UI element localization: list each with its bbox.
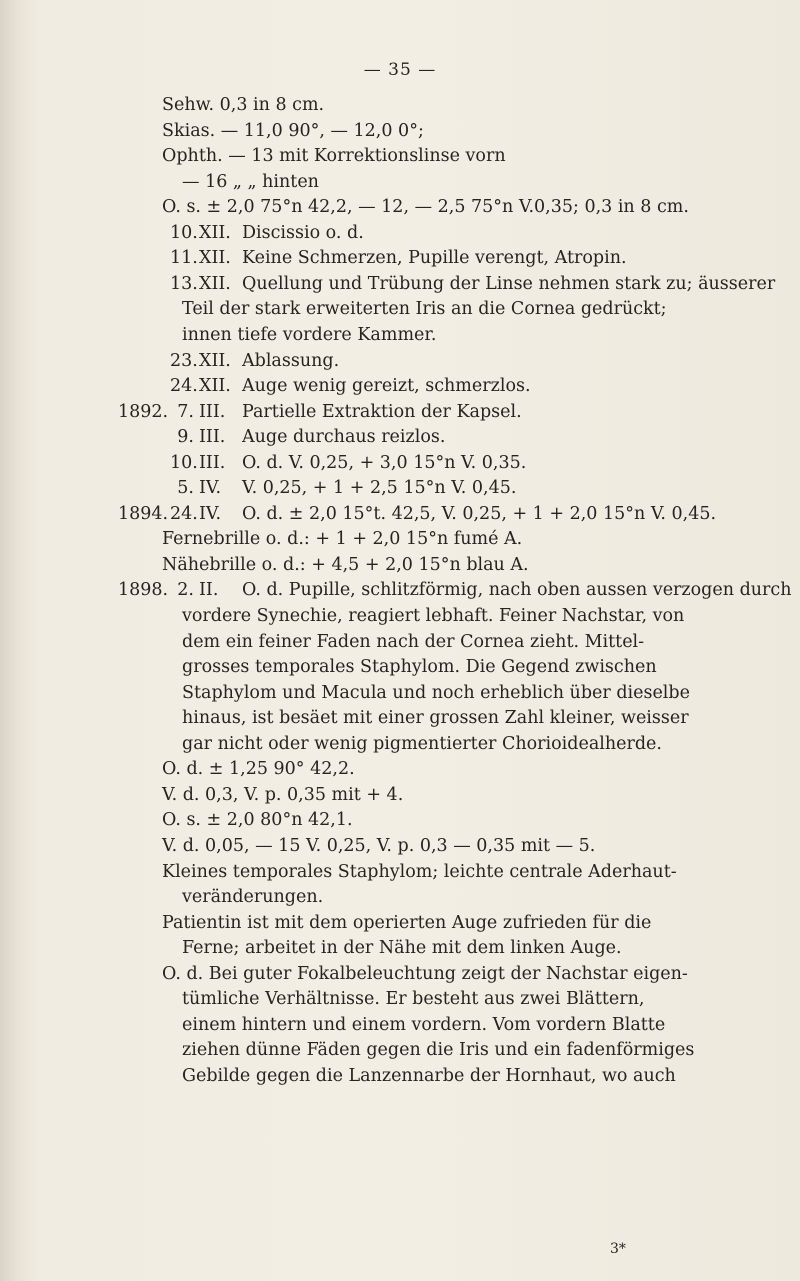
line-text: Auge wenig gereizt, schmerzlos. (242, 376, 531, 397)
line-text: O. d. ± 2,0 15°t. 42,5, V. 0,25, + 1 + 2,0 15°n V. 0,45. (242, 503, 717, 524)
day-label: 9. (177, 427, 194, 448)
line-text: Auge durchaus reizlos. (242, 427, 446, 448)
month-label: II. (199, 580, 219, 601)
day-label: 10. (170, 452, 198, 473)
line-text: Partielle Extraktion der Kapsel. (242, 401, 522, 422)
day-label: 5. (177, 478, 194, 499)
line-text: Teil der stark erweiterten Iris an die Cornea gedrückt; (182, 299, 667, 320)
line-text: ziehen dünne Fäden gegen die Iris und ein fadenförmiges (182, 1040, 695, 1061)
line-text: V. 0,25, + 1 + 2,5 15°n V. 0,45. (242, 478, 517, 499)
line-text: V. d. 0,3, V. p. 0,35 mit + 4. (162, 784, 404, 805)
line-text: O. d. Pupille, schlitzförmig, nach oben aussen verzogen durch (242, 580, 792, 601)
line-text: Ophth. — 13 mit Korrektionslinse vorn (162, 146, 506, 167)
line-text: Gebilde gegen die Lanzennarbe der Hornhaut, wo auch (182, 1065, 676, 1086)
month-label: XII. (199, 222, 231, 243)
line-text: Ablassung. (242, 350, 340, 371)
line-text: Patientin ist mit dem operierten Auge zufrieden für die (162, 912, 652, 933)
line-text: tümliche Verhältnisse. Er besteht aus zwei Blättern, (182, 989, 645, 1010)
line-text: dem ein feiner Faden nach der Cornea zieht. Mittel- (182, 631, 645, 652)
line-text: Staphylom und Macula und noch erheblich über dieselbe (182, 682, 690, 703)
year-label: 1898. (118, 580, 169, 601)
day-label: 10. (170, 222, 198, 243)
line-text: — 16 „ „ hinten (182, 171, 319, 192)
month-label: XII. (199, 350, 231, 371)
line-text: O. s. ± 2,0 75°n 42,2, — 12, — 2,5 75°n V.0,35; 0,3 in 8 cm. (162, 197, 689, 218)
line-text: Skias. — 11,0 90°, — 12,0 0°; (162, 120, 424, 141)
month-label: IV. (199, 503, 222, 524)
line-text: Discissio o. d. (242, 222, 364, 243)
month-label: XII. (199, 376, 231, 397)
line-text: einem hintern und einem vordern. Vom vordern Blatte (182, 1014, 666, 1035)
line-text: O. d. Bei guter Fokalbeleuchtung zeigt der Nachstar eigen- (162, 963, 688, 984)
line-text: Ferne; arbeitet in der Nähe mit dem linken Auge. (182, 938, 622, 959)
line-text: O. d. V. 0,25, + 3,0 15°n V. 0,35. (242, 452, 527, 473)
year-label: 1892. (118, 401, 169, 422)
month-label: XII. (199, 248, 231, 269)
month-label: IV. (199, 478, 222, 499)
month-label: III. (199, 427, 226, 448)
line-text: veränderungen. (182, 887, 324, 908)
line-text: hinaus, ist besäet mit einer grossen Zahl kleiner, weisser (182, 708, 689, 729)
line-text: Quellung und Trübung der Linse nehmen stark zu; äusserer (242, 273, 776, 294)
day-label: 24. (170, 503, 198, 524)
line-text: Keine Schmerzen, Pupille verengt, Atropin. (242, 248, 627, 269)
day-label: 11. (170, 248, 198, 269)
month-label: III. (199, 401, 226, 422)
day-label: 24. (170, 376, 198, 397)
line-text: Nähebrille o. d.: + 4,5 + 2,0 15°n blau A. (162, 554, 529, 575)
day-label: 2. (177, 580, 194, 601)
year-label: 1894. (118, 503, 169, 524)
line-text: vordere Synechie, reagiert lebhaft. Feiner Nachstar, von (182, 606, 685, 626)
day-label: 23. (170, 350, 198, 371)
day-label: 7. (177, 401, 194, 422)
page-number-header: — 35 — (363, 60, 437, 80)
month-label: XII. (199, 273, 231, 294)
line-text: Sehw. 0,3 in 8 cm. (162, 95, 325, 115)
line-text: O. s. ± 2,0 80°n 42,1. (162, 810, 353, 831)
line-text: grosses temporales Staphylom. Die Gegend zwischen (182, 657, 657, 678)
line-text: O. d. ± 1,25 90° 42,2. (162, 759, 355, 780)
line-text: Kleines temporales Staphylom; leichte centrale Aderhaut- (162, 861, 677, 882)
line-text: gar nicht oder wenig pigmentierter Chorioidealherde. (182, 733, 662, 754)
line-text: V. d. 0,05, — 15 V. 0,25, V. p. 0,3 — 0,35 mit — 5. (162, 835, 596, 856)
day-label: 13. (170, 273, 198, 294)
line-text: Fernebrille o. d.: + 1 + 2,0 15°n fumé A. (162, 529, 523, 550)
signature-mark: 3* (610, 1241, 626, 1257)
month-label: III. (199, 452, 226, 473)
line-text: innen tiefe vordere Kammer. (182, 324, 437, 345)
